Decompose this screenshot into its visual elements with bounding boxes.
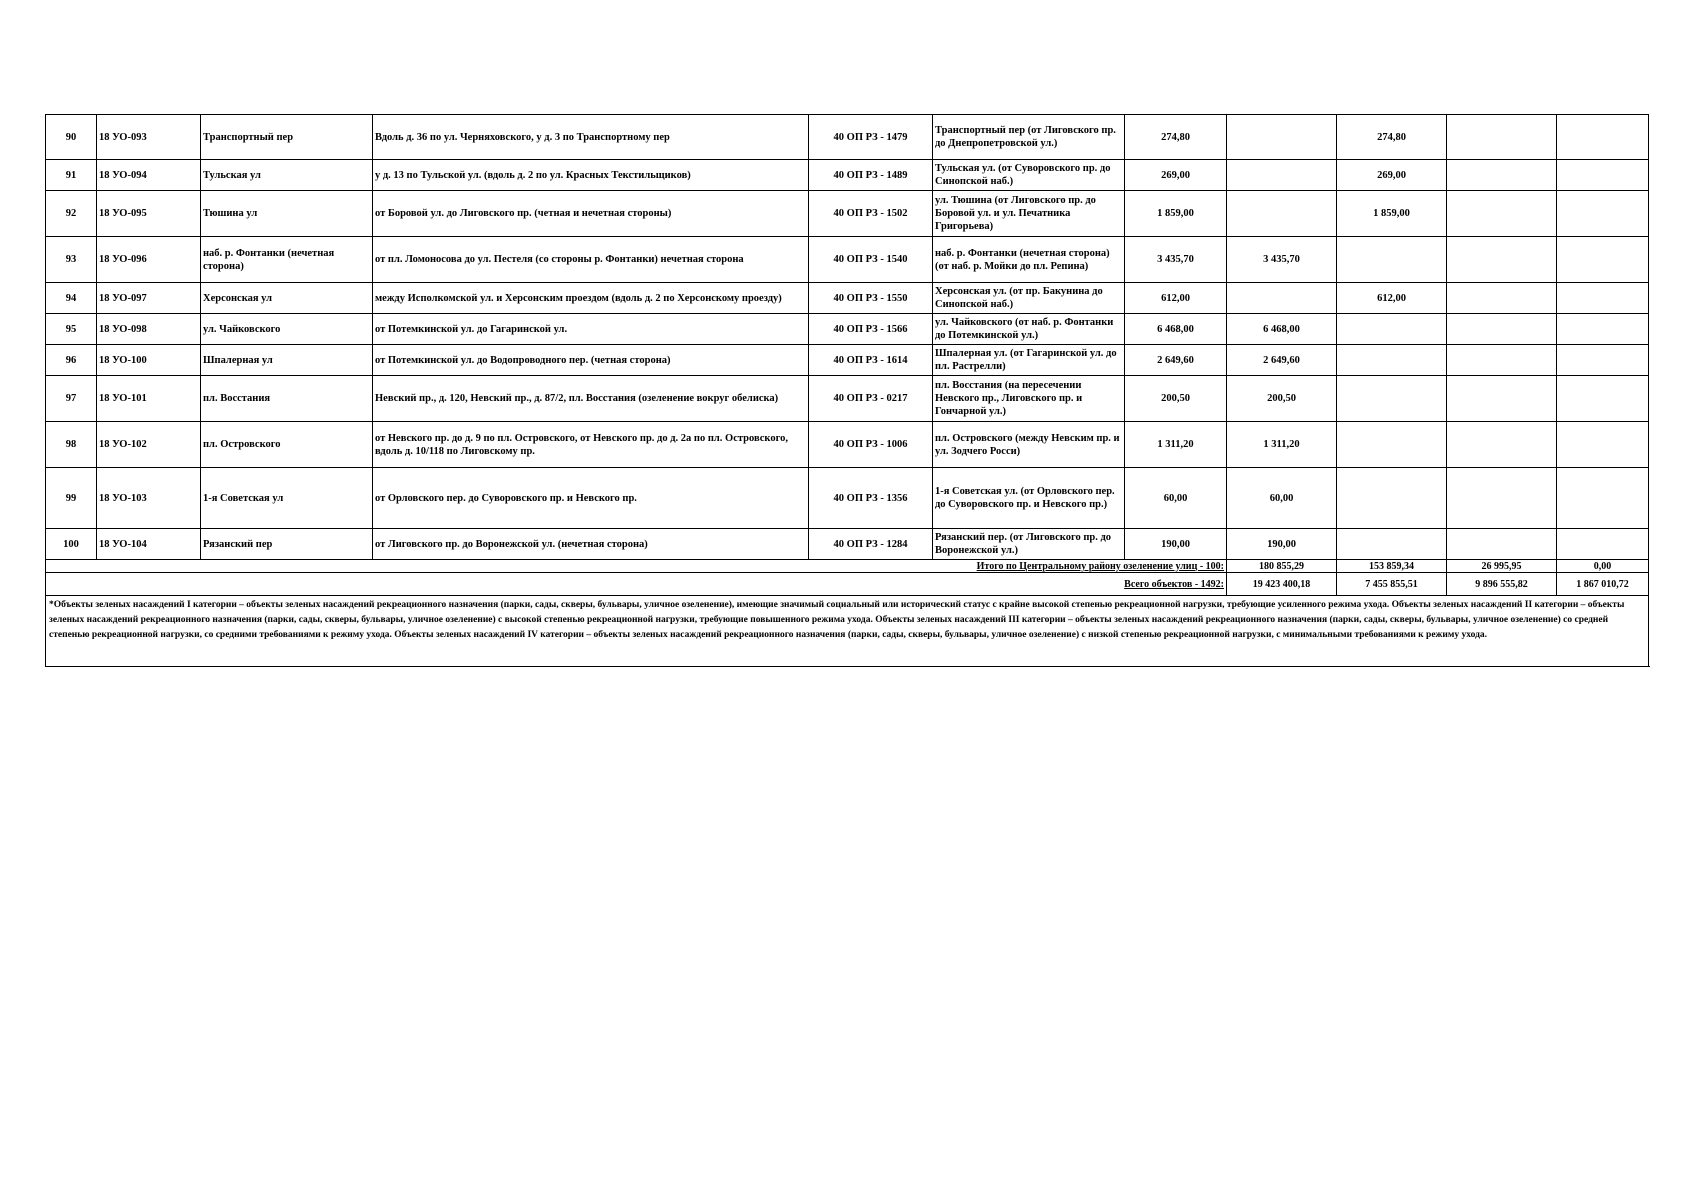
table-row xyxy=(46,237,1649,283)
area-total: 6 468,00 xyxy=(1125,314,1227,345)
table-row xyxy=(46,283,1649,314)
area-total: 274,80 xyxy=(1125,115,1227,160)
area-category-4 xyxy=(1557,283,1649,314)
road-name: Тульская ул. (от Суворовского пр. до Синопской наб.) xyxy=(933,160,1125,191)
object-code: 18 УО-103 xyxy=(97,468,201,529)
district-total-cat1: 153 859,34 xyxy=(1337,560,1447,573)
area-category-1 xyxy=(1227,115,1337,160)
object-location: Невский пр., д. 120, Невский пр., д. 87/2, пл. Восстания (озеленение вокруг обелиска) xyxy=(373,376,809,422)
table-row xyxy=(46,115,1649,160)
area-category-1: 6 468,00 xyxy=(1227,314,1337,345)
object-code: 18 УО-104 xyxy=(97,529,201,560)
grand-total-cat1: 7 455 855,51 xyxy=(1337,573,1447,596)
row-number: 97 xyxy=(46,376,97,422)
road-code: 40 ОП РЗ - 1550 xyxy=(809,283,933,314)
area-category-3 xyxy=(1447,422,1557,468)
object-name: Рязанский пер xyxy=(201,529,373,560)
object-location: от пл. Ломоносова до ул. Пестеля (со стороны р. Фонтанки) нечетная сторона xyxy=(373,237,809,283)
grand-total-cat3: 1 867 010,72 xyxy=(1557,573,1649,596)
object-location: от Лиговского пр. до Воронежской ул. (нечетная сторона) xyxy=(373,529,809,560)
road-name: Шпалерная ул. (от Гагаринской ул. до пл. Растрелли) xyxy=(933,345,1125,376)
road-name: ул. Чайковского (от наб. р. Фонтанки до Потемкинской ул.) xyxy=(933,314,1125,345)
road-code: 40 ОП РЗ - 1540 xyxy=(809,237,933,283)
object-name: пл. Восстания xyxy=(201,376,373,422)
row-number: 92 xyxy=(46,191,97,237)
object-code: 18 УО-094 xyxy=(97,160,201,191)
area-category-4 xyxy=(1557,376,1649,422)
object-location: у д. 13 по Тульской ул. (вдоль д. 2 по ул. Красных Текстильщиков) xyxy=(373,160,809,191)
table-row xyxy=(46,376,1649,422)
area-category-1: 1 311,20 xyxy=(1227,422,1337,468)
district-total-cat3: 0,00 xyxy=(1557,560,1649,573)
area-total: 200,50 xyxy=(1125,376,1227,422)
row-number: 100 xyxy=(46,529,97,560)
row-number: 96 xyxy=(46,345,97,376)
row-number: 99 xyxy=(46,468,97,529)
road-code: 40 ОП РЗ - 1006 xyxy=(809,422,933,468)
row-number: 90 xyxy=(46,115,97,160)
object-code: 18 УО-102 xyxy=(97,422,201,468)
row-number: 91 xyxy=(46,160,97,191)
road-code: 40 ОП РЗ - 1489 xyxy=(809,160,933,191)
object-code: 18 УО-095 xyxy=(97,191,201,237)
area-category-1: 60,00 xyxy=(1227,468,1337,529)
totals-body xyxy=(46,560,1649,667)
area-total: 1 859,00 xyxy=(1125,191,1227,237)
road-code: 40 ОП РЗ - 1479 xyxy=(809,115,933,160)
area-category-4 xyxy=(1557,345,1649,376)
area-category-1: 190,00 xyxy=(1227,529,1337,560)
table-row xyxy=(46,345,1649,376)
area-category-4 xyxy=(1557,115,1649,160)
road-name: Херсонская ул. (от пр. Бакунина до Синопской наб.) xyxy=(933,283,1125,314)
grand-total-value: 19 423 400,18 xyxy=(1227,573,1337,596)
area-category-3 xyxy=(1447,237,1557,283)
area-category-4 xyxy=(1557,237,1649,283)
object-code: 18 УО-096 xyxy=(97,237,201,283)
object-name: Тульская ул xyxy=(201,160,373,191)
row-number: 94 xyxy=(46,283,97,314)
footnote: *Объекты зеленых насаждений I категории – объекты зеленых насаждений рекреационного назначения (парки, сады, скверы, бульвары, уличное озеленение), имеющие значимый социальный или исторический статус с крайне высокой степенью рекреационной нагрузки, требующие усиленного режима ухода. Объекты зеленых насаждений II категории – объекты зеленых насаждений рекреационного назначения (парки, сады, скверы, бульвары, уличное озеленение) с высокой степенью рекреационной нагрузки, требующие повышенного режима ухода. Объекты зеленых насаждений III категории – объекты зеленых насаждений рекреационного назначения (парки, сады, скверы, бульвары, уличное озеленение) со средней степенью рекреационной нагрузки, со средними требованиями к режиму ухода. Объекты зеленых насаждений IV категории – объекты зеленых насаждений рекреационного назначения (парки, сады, скверы, бульвары, уличное озеленение) с низкой степенью рекреационной нагрузки, с минимальными требованиями к режиму ухода. xyxy=(46,596,1649,667)
object-code: 18 УО-098 xyxy=(97,314,201,345)
object-location: от Потемкинской ул. до Водопроводного пер. (четная сторона) xyxy=(373,345,809,376)
road-code: 40 ОП РЗ - 1614 xyxy=(809,345,933,376)
area-total: 2 649,60 xyxy=(1125,345,1227,376)
table-row xyxy=(46,191,1649,237)
area-category-2 xyxy=(1337,376,1447,422)
grand-total-row xyxy=(46,573,1649,596)
object-code: 18 УО-100 xyxy=(97,345,201,376)
road-code: 40 ОП РЗ - 1566 xyxy=(809,314,933,345)
area-category-3 xyxy=(1447,160,1557,191)
object-name: Транспортный пер xyxy=(201,115,373,160)
object-location: от Боровой ул. до Лиговского пр. (четная и нечетная стороны) xyxy=(373,191,809,237)
road-name: Транспортный пер (от Лиговского пр. до Днепропетровской ул.) xyxy=(933,115,1125,160)
area-category-2 xyxy=(1337,422,1447,468)
road-name: пл. Восстания (на пересечении Невского пр., Лиговского пр. и Гончарной ул.) xyxy=(933,376,1125,422)
area-category-2: 274,80 xyxy=(1337,115,1447,160)
area-category-3 xyxy=(1447,376,1557,422)
area-category-1 xyxy=(1227,160,1337,191)
road-code: 40 ОП РЗ - 0217 xyxy=(809,376,933,422)
area-category-3 xyxy=(1447,115,1557,160)
area-category-2 xyxy=(1337,237,1447,283)
object-location: от Орловского пер. до Суворовского пр. и Невского пр. xyxy=(373,468,809,529)
object-code: 18 УО-101 xyxy=(97,376,201,422)
table-row xyxy=(46,160,1649,191)
table-row xyxy=(46,314,1649,345)
area-total: 1 311,20 xyxy=(1125,422,1227,468)
area-category-1: 200,50 xyxy=(1227,376,1337,422)
area-total: 269,00 xyxy=(1125,160,1227,191)
object-code: 18 УО-093 xyxy=(97,115,201,160)
district-total-row xyxy=(46,560,1649,573)
area-category-2: 612,00 xyxy=(1337,283,1447,314)
district-total-label xyxy=(46,560,1227,573)
grand-total-label-text: Всего объектов - 1492: xyxy=(1124,578,1224,590)
object-name: Херсонская ул xyxy=(201,283,373,314)
area-total: 612,00 xyxy=(1125,283,1227,314)
road-name: пл. Островского (между Невским пр. и ул. Зодчего Росси) xyxy=(933,422,1125,468)
road-code: 40 ОП РЗ - 1284 xyxy=(809,529,933,560)
district-total-cat2: 26 995,95 xyxy=(1447,560,1557,573)
object-code: 18 УО-097 xyxy=(97,283,201,314)
road-code: 40 ОП РЗ - 1502 xyxy=(809,191,933,237)
row-number: 93 xyxy=(46,237,97,283)
row-number: 95 xyxy=(46,314,97,345)
area-category-4 xyxy=(1557,422,1649,468)
grand-total-label xyxy=(46,573,1227,596)
object-location: Вдоль д. 36 по ул. Черняховского, у д. 3 по Транспортному пер xyxy=(373,115,809,160)
area-total: 60,00 xyxy=(1125,468,1227,529)
area-category-2 xyxy=(1337,468,1447,529)
area-category-3 xyxy=(1447,191,1557,237)
grand-total-cat2: 9 896 555,82 xyxy=(1447,573,1557,596)
area-category-2: 269,00 xyxy=(1337,160,1447,191)
area-category-4 xyxy=(1557,529,1649,560)
road-code: 40 ОП РЗ - 1356 xyxy=(809,468,933,529)
area-category-2 xyxy=(1337,345,1447,376)
area-category-2 xyxy=(1337,529,1447,560)
area-category-3 xyxy=(1447,283,1557,314)
object-location: от Невского пр. до д. 9 по пл. Островского, от Невского пр. до д. 2а по пл. Островского, вдоль д. 10/118 по Лиговскому пр. xyxy=(373,422,809,468)
object-location: между Исполкомской ул. и Херсонским проездом (вдоль д. 2 по Херсонскому проезду) xyxy=(373,283,809,314)
area-category-4 xyxy=(1557,160,1649,191)
table-row xyxy=(46,468,1649,529)
table-body xyxy=(46,115,1649,560)
object-name: Тюшина ул xyxy=(201,191,373,237)
road-name: ул. Тюшина (от Лиговского пр. до Боровой ул. и ул. Печатника Григорьева) xyxy=(933,191,1125,237)
road-name: наб. р. Фонтанки (нечетная сторона) (от наб. р. Мойки до пл. Репина) xyxy=(933,237,1125,283)
row-number: 98 xyxy=(46,422,97,468)
area-total: 190,00 xyxy=(1125,529,1227,560)
object-name: наб. р. Фонтанки (нечетная сторона) xyxy=(201,237,373,283)
area-category-1: 3 435,70 xyxy=(1227,237,1337,283)
area-category-1 xyxy=(1227,191,1337,237)
area-category-2 xyxy=(1337,314,1447,345)
district-total-label-text: Итого по Центральному району озеленение улиц - 100: xyxy=(976,560,1224,572)
area-category-3 xyxy=(1447,314,1557,345)
area-total: 3 435,70 xyxy=(1125,237,1227,283)
area-category-1 xyxy=(1227,283,1337,314)
object-name: 1-я Советская ул xyxy=(201,468,373,529)
table-row xyxy=(46,422,1649,468)
area-category-3 xyxy=(1447,529,1557,560)
road-name: 1-я Советская ул. (от Орловского пер. до Суворовского пр. и Невского пр.) xyxy=(933,468,1125,529)
table-row xyxy=(46,529,1649,560)
road-name: Рязанский пер. (от Лиговского пр. до Воронежской ул.) xyxy=(933,529,1125,560)
area-category-1: 2 649,60 xyxy=(1227,345,1337,376)
area-category-4 xyxy=(1557,468,1649,529)
district-total-value: 180 855,29 xyxy=(1227,560,1337,573)
object-location: от Потемкинской ул. до Гагаринской ул. xyxy=(373,314,809,345)
green-objects-table xyxy=(45,114,1649,667)
object-name: пл. Островского xyxy=(201,422,373,468)
area-category-2: 1 859,00 xyxy=(1337,191,1447,237)
footnote-row xyxy=(46,596,1649,667)
area-category-3 xyxy=(1447,468,1557,529)
area-category-3 xyxy=(1447,345,1557,376)
object-name: ул. Чайковского xyxy=(201,314,373,345)
document-sheet xyxy=(45,114,1648,667)
area-category-4 xyxy=(1557,191,1649,237)
object-name: Шпалерная ул xyxy=(201,345,373,376)
area-category-4 xyxy=(1557,314,1649,345)
